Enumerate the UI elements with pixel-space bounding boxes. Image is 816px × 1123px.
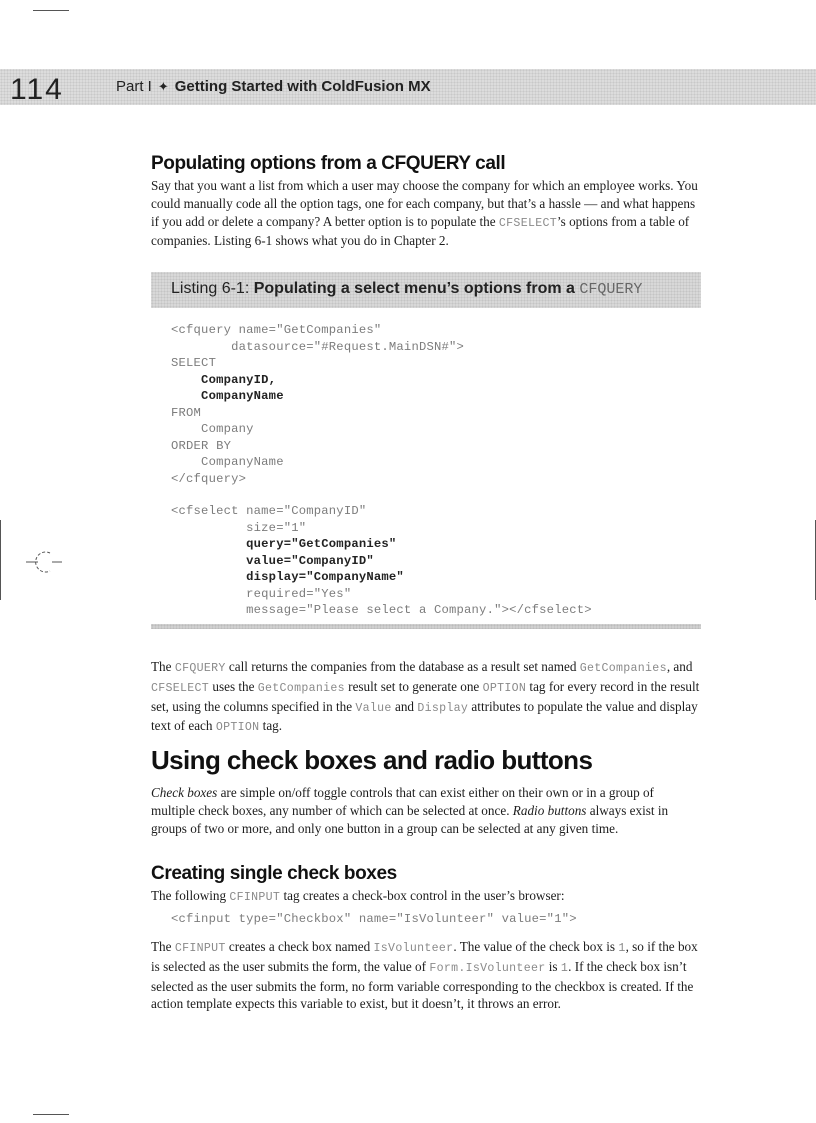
- listing-title: Populating a select menu’s options from a: [253, 280, 575, 297]
- text-run: call returns the companies from the database as a result set named: [225, 659, 580, 674]
- text-run: creates a check box named: [225, 939, 374, 954]
- crop-mark-bottom-left: [33, 1114, 69, 1115]
- crop-mark-left-edge: [0, 520, 1, 600]
- inline-code: CFINPUT: [229, 891, 281, 904]
- inline-code: CFSELECT: [498, 216, 557, 230]
- text-run: are simple on/off toggle controls that can exist either on their own or in a group of multiple check boxes, any number of which can be selected at once.: [151, 785, 654, 818]
- code-line: <cfselect name="CompanyID": [171, 504, 367, 518]
- inline-code: CFSELECT: [151, 681, 210, 695]
- text-run: and: [391, 698, 418, 714]
- text-run: always exist in groups of two or more, and only one button in a group can be selected at any given time.: [151, 802, 669, 836]
- inline-code: OPTION: [215, 721, 260, 735]
- inline-code: OPTION: [482, 681, 527, 695]
- inline-code: Form.IsVolunteer: [429, 961, 546, 975]
- part-name: Part I: [116, 78, 152, 95]
- page-number: 114: [10, 73, 64, 106]
- code-line: <cfquery name="GetCompanies": [171, 323, 382, 337]
- text-run: The: [151, 659, 175, 674]
- inline-code: CFQUERY: [174, 662, 226, 675]
- inline-code: Value: [355, 701, 392, 715]
- code-example: <cfinput type="Checkbox" name="IsVolunteer" value="1">: [171, 912, 577, 926]
- code-line: query="GetCompanies": [171, 537, 397, 551]
- text-run: Say that you want a list from which a user may choose the company for which an employee works. You could manually code all the option tags, one for each company, but that’s a hassle — and what happens if you add or delete a company? A better option is to populate the: [151, 178, 698, 229]
- text-run: tag creates a check-box control in the user’s browser:: [280, 888, 565, 903]
- section-single-check-boxes: [151, 863, 701, 907]
- italic-term: Radio buttons: [512, 802, 587, 818]
- code-line: CompanyID,: [171, 373, 277, 387]
- code-line: message="Please select a Company."></cfselect>: [171, 603, 592, 617]
- italic-term: Check boxes: [151, 785, 218, 800]
- body-paragraph: [151, 938, 701, 1013]
- registration-mark-icon: [24, 547, 64, 577]
- code-line: display="CompanyName": [171, 570, 404, 584]
- text-run: is: [545, 958, 561, 974]
- body-paragraph: [151, 784, 701, 837]
- text-run: The following: [151, 888, 230, 903]
- code-line: value="CompanyID": [171, 554, 374, 568]
- code-line: Company: [171, 422, 254, 436]
- listing-title-code: CFQUERY: [579, 281, 643, 298]
- listing-caption-bar: [151, 272, 701, 308]
- inline-code: 1: [560, 961, 569, 975]
- text-run: , and: [666, 659, 693, 674]
- code-line: datasource="#Request.MainDSN#">: [171, 340, 465, 354]
- code-line: FROM: [171, 406, 202, 420]
- inline-code: Display: [417, 701, 469, 715]
- code-line: CompanyName: [171, 455, 284, 469]
- code-line: ORDER BY: [171, 439, 232, 453]
- body-paragraph: [151, 887, 701, 907]
- inline-code: CFINPUT: [174, 942, 226, 955]
- inline-code: GetCompanies: [579, 662, 667, 675]
- text-run: , so if the box is selected as the user submits the form, the value of: [151, 939, 698, 974]
- code-line: SELECT: [171, 356, 217, 370]
- text-run: tag for every record in the result set, using the columns specified in the: [151, 678, 700, 714]
- diamond-separator-icon: ✦: [157, 79, 169, 94]
- text-run: uses the: [209, 678, 258, 694]
- check-box-explanation: [151, 938, 701, 1013]
- crop-mark-top-left: [33, 10, 69, 11]
- header-part-label: [116, 78, 431, 95]
- running-header: [0, 69, 816, 105]
- body-paragraph: [151, 658, 701, 737]
- listing-label: Listing 6-1:: [171, 280, 250, 297]
- section-check-boxes-radio: [151, 745, 701, 837]
- code-line: size="1": [171, 521, 307, 535]
- code-line: required="Yes": [171, 587, 352, 601]
- text-run: tag.: [259, 718, 283, 734]
- code-line: </cfquery>: [171, 472, 247, 486]
- code-line: CompanyName: [171, 389, 284, 403]
- body-paragraph: [151, 177, 701, 250]
- inline-code: GetCompanies: [257, 681, 345, 695]
- text-run: . If the check box isn’t selected as the user submits the form, no form variable corresponding to the checkbox is created. If the action template expects this variable to exist, but it doesn’t, it throws an error.: [151, 958, 694, 1012]
- text-run: The: [151, 939, 175, 954]
- inline-code: IsVolunteer: [373, 942, 454, 955]
- text-run: result set to generate one: [344, 678, 483, 694]
- book-title: Getting Started with ColdFusion MX: [174, 78, 431, 95]
- section-heading: Using check boxes and radio buttons: [151, 745, 593, 775]
- text-run: . The value of the check box is: [453, 939, 619, 954]
- text-run: ’s options from a table of companies. Listing 6-1 shows what you do in Chapter 2.: [151, 213, 690, 249]
- listing-bottom-rule: [151, 624, 701, 629]
- section-heading: Creating single check boxes: [151, 863, 397, 884]
- section-heading: Populating options from a CFQUERY call: [151, 153, 506, 174]
- listing-explanation: [151, 658, 701, 737]
- text-run: attributes to populate the value and display text of each: [151, 698, 698, 734]
- listing-caption: [171, 280, 642, 298]
- section-populating-options: [151, 153, 701, 250]
- inline-code: 1: [618, 942, 626, 955]
